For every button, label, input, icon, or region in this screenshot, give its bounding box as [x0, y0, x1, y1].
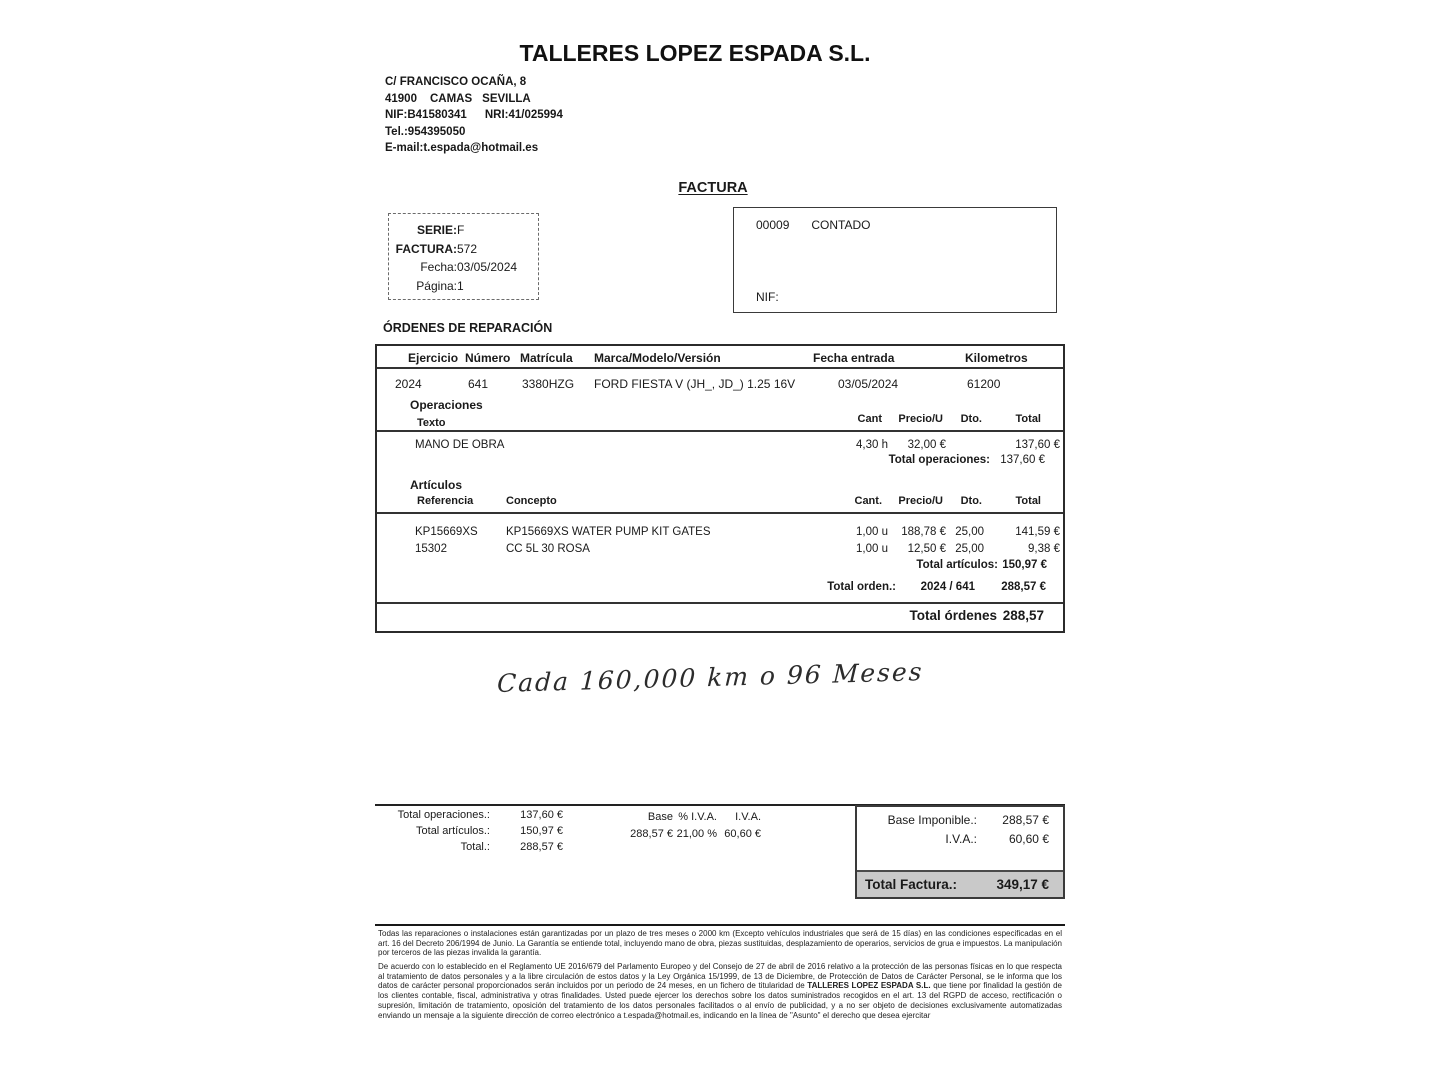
summary-row	[375, 808, 563, 824]
operations-heading-row	[377, 398, 1063, 414]
art-dto-label: Dto.	[960, 495, 982, 507]
concepto-label: Concepto	[506, 495, 557, 507]
article-precio: 12,50 €	[907, 543, 946, 555]
pagina-value: 1	[457, 278, 464, 293]
matricula-value: 3380HZG	[522, 377, 575, 391]
orders-table	[375, 344, 1065, 633]
base-label: Base	[647, 811, 673, 823]
grand-total-row	[377, 608, 1063, 624]
ops-dto-label: Dto.	[960, 413, 982, 425]
articles-heading: Artículos	[410, 478, 463, 492]
client-box	[733, 207, 1057, 313]
box-iva-label: I.V.A.:	[945, 832, 977, 846]
base-value: 288,57 €	[630, 828, 673, 840]
payment-method: CONTADO	[811, 218, 871, 232]
factura-value: 572	[457, 241, 478, 256]
fecha-entrada-value: 03/05/2024	[838, 377, 899, 391]
nif-label: NIF:	[385, 109, 408, 121]
articles-heading-row	[377, 478, 1063, 494]
header-divider	[377, 367, 1063, 369]
article-ref: KP15669XS	[415, 526, 478, 538]
fecha-value: 03/05/2024	[457, 260, 518, 274]
iva-row	[857, 830, 1063, 849]
tax-header-row	[605, 809, 761, 826]
article-concepto: KP15669XS WATER PUMP KIT GATES	[506, 526, 711, 538]
articles-total-row	[377, 559, 1063, 575]
pagina-row	[389, 277, 538, 296]
summary-label: Total.:	[460, 840, 490, 853]
article-cant: 1,00 u	[856, 543, 888, 555]
ops-precio-label: Precio/U	[898, 413, 943, 425]
city: CAMAS	[429, 92, 473, 105]
iva-label: I.V.A.	[735, 811, 761, 823]
company-email-line	[385, 142, 563, 154]
nri-value: NRI:41/025994	[484, 109, 563, 121]
article-row	[377, 526, 1063, 542]
article-row	[377, 543, 1063, 559]
art-precio-label: Precio/U	[898, 495, 943, 507]
privacy-text	[378, 962, 1062, 1020]
operation-total: 137,60 €	[1015, 439, 1060, 451]
order-total-amount: 288,57 €	[1001, 581, 1046, 593]
serie-value: F	[457, 223, 465, 237]
article-ref: 15302	[415, 543, 447, 555]
fecha-label: Fecha:	[420, 260, 457, 274]
document-title: FACTURA	[678, 180, 748, 196]
articles-total-label: Total artículos:	[916, 559, 998, 571]
operations-total-row	[377, 454, 1063, 470]
fecha-row	[389, 258, 538, 277]
order-total-ref: 2024 / 641	[920, 581, 975, 593]
operation-texto: MANO DE OBRA	[415, 439, 505, 451]
client-code-row	[756, 218, 1056, 232]
operation-row	[377, 439, 1063, 455]
email-value: t.espada@hotmail.es	[423, 142, 539, 154]
col-marca: Marca/Modelo/Versión	[594, 351, 721, 365]
warranty-text: Todas las reparaciones o instalaciones están garantizadas por un plazo de tres meses o 2000 km (Excepto vehículos industriales que será de 15 días) en las condiciones especificadas en el art. 16 del Decreto 206/1994 de Junio. La Garantía se entiende total, incluyendo mano de obra, piezas sustituidas, desplazamiento de operarios, servicios de grua e impuestos. La manipulación por terceros de las piezas invalida la garantía.	[378, 929, 1062, 958]
col-ejercicio: Ejercicio	[408, 351, 459, 365]
company-tel-line	[385, 126, 563, 138]
summary-row	[375, 840, 563, 856]
numero-value: 641	[468, 377, 489, 391]
total-factura-band	[857, 870, 1063, 897]
operations-total-value: 137,60 €	[1000, 454, 1045, 466]
client-nif-label: NIF:	[756, 290, 779, 304]
kilometros-value: 61200	[967, 377, 1001, 391]
company-street: C/ FRANCISCO OCAÑA, 8	[385, 76, 527, 88]
tax-value-row	[605, 826, 761, 843]
marca-value: FORD FIESTA V (JH_, JD_) 1.25 16V	[594, 377, 796, 391]
texto-label: Texto	[417, 417, 446, 429]
factura-row	[389, 240, 538, 259]
summary-value: 137,60 €	[520, 809, 563, 821]
company-name: TALLERES LOPEZ ESPADA S.L.	[519, 40, 871, 66]
article-precio: 188,78 €	[901, 526, 946, 538]
invoice-meta-box	[388, 213, 539, 300]
base-imponible-label: Base Imponible.:	[887, 813, 977, 827]
art-total-label: Total	[1015, 495, 1041, 507]
email-label: E-mail:	[385, 142, 424, 154]
operation-cant: 4,30 h	[856, 439, 888, 451]
company-city-line	[385, 93, 563, 105]
company-address-block	[385, 76, 563, 159]
handwritten-note: Cada 160,000 km o 96 Meses	[496, 657, 925, 698]
total-factura-label: Total Factura.:	[865, 877, 958, 892]
article-total: 9,38 €	[1028, 543, 1060, 555]
col-matricula: Matrícula	[520, 351, 573, 365]
ops-total-label: Total	[1015, 413, 1041, 425]
summary-label: Total artículos.:	[416, 824, 490, 837]
summary-row	[375, 824, 563, 840]
operation-precio: 32,00 €	[907, 439, 946, 451]
order-total-row	[377, 581, 1063, 597]
summary-value: 150,97 €	[520, 824, 563, 837]
grand-total-amount: 288,57	[1002, 608, 1044, 623]
base-imponible-row	[857, 811, 1063, 830]
summary-label: Total operaciones.:	[397, 809, 490, 821]
serie-row	[389, 221, 538, 240]
operations-header-row	[377, 413, 1063, 429]
summary-value: 288,57 €	[520, 840, 563, 853]
col-kilometros: Kilometros	[965, 351, 1028, 365]
article-dto: 25,00	[955, 543, 984, 555]
base-imponible-value: 288,57 €	[1002, 813, 1049, 827]
privacy-company-name: TALLERES LOPEZ ESPADA S.L.	[807, 981, 931, 991]
article-cant: 1,00 u	[856, 526, 888, 538]
operations-divider	[377, 430, 1063, 432]
serie-label: SERIE:	[416, 223, 457, 237]
pct-iva-value: 21,00 %	[676, 828, 717, 840]
tax-breakdown	[605, 809, 761, 843]
col-fecha-entrada: Fecha entrada	[813, 351, 895, 365]
nif-value: B41580341	[407, 109, 467, 121]
ejercicio-value: 2024	[395, 377, 422, 391]
order-total-label: Total orden.:	[827, 581, 896, 593]
legal-divider	[375, 924, 1065, 926]
vehicle-data-row	[377, 377, 1063, 393]
operations-total-label: Total operaciones:	[888, 454, 990, 466]
postal-code: 41900	[385, 92, 417, 105]
box-iva-value: 60,60 €	[1008, 832, 1049, 846]
art-cant-label: Cant.	[854, 495, 882, 507]
articles-header-row	[377, 495, 1063, 511]
articles-divider	[377, 512, 1063, 514]
orders-heading: ÓRDENES DE REPARACIÓN	[383, 321, 553, 335]
article-concepto: CC 5L 30 ROSA	[506, 543, 590, 555]
province: SEVILLA	[482, 92, 531, 105]
total-factura-value: 349,17 €	[996, 877, 1049, 892]
pagina-label: Página:	[416, 278, 457, 293]
article-total: 141,59 €	[1015, 526, 1060, 538]
factura-label: FACTURA:	[395, 241, 457, 256]
privacy-text-pre: De acuerdo con lo establecido en el Reglamento UE 2016/679 del Parlamento Europeo y del Consejo de 27 de abril de 2016 relativo a la protección de las personas físicas en lo que respecta al tratamiento de datos personales y a la libre circulación de estos datos y la Ley Orgánica 15/1999, de 13 de Diciembre, de Protección de Datos de Carácter Personal, se le informa que los datos de carácter personal proporcionados serán incluidos por un periodo de 24 meses, en un fichero de titularidad de	[378, 962, 1062, 991]
client-code: 00009	[756, 218, 790, 232]
invoice-total-box	[855, 805, 1065, 899]
summary-totals	[375, 808, 563, 855]
ops-cant-label: Cant	[857, 413, 882, 425]
pct-iva-label: % I.V.A.	[678, 811, 717, 823]
article-dto: 25,00	[955, 526, 984, 538]
grand-total-divider	[377, 602, 1063, 604]
operations-heading: Operaciones	[410, 398, 483, 412]
tel-label: Tel.:	[385, 125, 408, 138]
referencia-label: Referencia	[417, 495, 474, 507]
vehicle-header-row	[377, 351, 1063, 367]
grand-total-label: Total órdenes	[909, 608, 997, 623]
articles-total-value: 150,97 €	[1002, 559, 1047, 571]
tel-value: 954395050	[407, 125, 466, 138]
company-nif-line	[385, 109, 563, 121]
col-numero: Número	[465, 351, 511, 365]
privacy-text-post: que tiene por finalidad la gestión de los clientes contable, fiscal, administrativa y otras finalidades. Usted puede ejercer los derechos sobre los datos suministrados recogidos en el art. 13 del RGPD de acceso, rectificación o supresión, limitación de tratamiento, oposición del tratamiento de los datos personales facilitados o al envío de publicidad, y a no ser objeto de decisiones exclusivamente automatizadas enviando un mensaje a la siguiente dirección de correo electrónico a t.espada@hotmail.es, indicando en la línea de "Asunto" el derecho que desea ejercitar	[378, 981, 1062, 1020]
iva-value: 60,60 €	[724, 828, 761, 840]
